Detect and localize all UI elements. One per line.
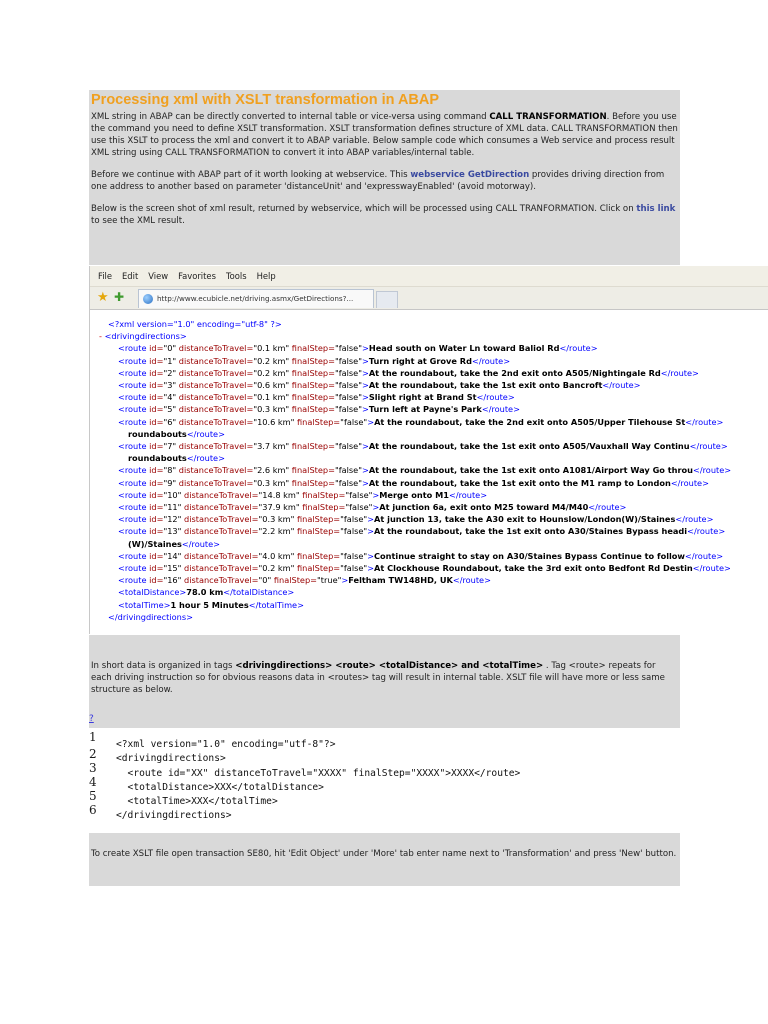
intro-section <box>89 90 680 265</box>
xml-route-line: <route id="10" distanceToTravel="14.8 km" finalStep="false">Merge onto M1</route> <box>118 489 488 500</box>
xml-result-screenshot <box>89 266 768 634</box>
summary-tags: <drivingdirections> <route> <totalDistance> and <totalTime> <box>235 661 544 671</box>
xml-route-line: <route id="3" distanceToTravel="0.6 km" finalStep="false">At the roundabout, take the 1st exit onto Bancroft</route> <box>118 380 641 391</box>
xml-route-line: <route id="7" distanceToTravel="3.7 km" finalStep="false">At the roundabout, take the 1st exit onto A505/Vauxhall Way Continu</route> <box>118 441 728 452</box>
xml-root-open: - <drivingdirections> <box>99 331 187 342</box>
line-number: 5 <box>89 789 97 803</box>
call-transformation-keyword: CALL TRANSFORMATION <box>489 112 607 122</box>
xml-declaration: <?xml version="1.0" encoding="utf-8" ?> <box>108 319 282 329</box>
browser-tab <box>138 289 374 308</box>
ie-page-icon <box>143 294 153 304</box>
menu-item-favorites: Favorites <box>178 271 216 281</box>
line-number: 3 <box>89 761 97 775</box>
intro-paragraph-3: Below is the screen shot of xml result, returned by webservice, which will be processed using CALL TRANFORMATION. Click on this link to see the XML result. <box>91 204 676 226</box>
xml-route-line: <route id="16" distanceToTravel="0" finalStep="true">Feltham TW148HD, UK</route> <box>118 575 491 586</box>
xml-route-line: <route id="14" distanceToTravel="4.0 km" finalStep="false">Continue straight to stay on A30/Staines Bypass Continue to follow</route> <box>118 550 724 561</box>
xml-route-continuation: roundabouts</route> <box>128 453 225 464</box>
menu-item-tools: Tools <box>225 271 247 281</box>
line-number: 2 <box>89 747 97 761</box>
xml-result-link[interactable]: this link <box>636 204 676 214</box>
code-line: <totalDistance>XXX</totalDistance> <box>116 781 324 793</box>
xml-route-line: <route id="11" distanceToTravel="37.9 km" finalStep="false">At junction 6a, exit onto M25 toward M4/M40</route> <box>118 502 627 513</box>
intro-paragraph-1: XML string in ABAP can be directly converted to internal table or vice-versa using command CALL TRANSFORMATION. Before you use the command you need to define XSLT transformation. XSLT transformation defines structure of XML data. CALL TRANSFORMATION then use this XSLT to process the xml and convert it to ABAP variable. Below sample code which consumes a Web service and process result XML string using CALL TRANSFORMATION to convert it into ABAP variables/internal table. <box>91 112 678 158</box>
intro-paragraph-2: Before we continue with ABAP part of it worth looking at webservice. This webservice GetDirection provides driving direction from one address to another based on parameter 'distanceUnit' and 'expresswayEnabled' (avoid motorway). <box>91 170 665 192</box>
xml-total-time: <totalTime>1 hour 5 Minutes</totalTime> <box>118 599 304 610</box>
xml-route-line: <route id="2" distanceToTravel="0.2 km" finalStep="false">At the roundabout, take the 2nd exit onto A505/Nightingale Rd</route> <box>118 367 699 378</box>
code-line: </drivingdirections> <box>116 810 232 822</box>
xml-document <box>90 310 768 623</box>
add-favorite-icon: ✚ <box>114 290 125 304</box>
xml-route-line: <route id="6" distanceToTravel="10.6 km" finalStep="false">At the roundabout, take the 2nd exit onto A505/Upper Tilehouse St</route> <box>118 416 724 427</box>
webservice-link[interactable]: webservice GetDirection <box>410 170 530 180</box>
code-line: <?xml version="1.0" encoding="utf-8"?> <box>116 739 336 750</box>
favorites-star-icon: ★ <box>97 290 109 305</box>
menu-item-view: View <box>148 271 169 281</box>
xml-route-line: <route id="8" distanceToTravel="2.6 km" finalStep="false">At the roundabout, take the 1st exit onto A1081/Airport Way Go throu</route> <box>118 465 732 476</box>
xml-route-continuation: (W)/Staines</route> <box>128 538 221 549</box>
summary-paragraph: In short data is organized in tags <drivingdirections> <route> <totalDistance> and <totalTime> . Tag <route> repeats for each driving instruction so for obvious reasons data in <routes> tag will result in internal table. XSLT file will have more or less same structure as below. <box>91 661 665 695</box>
xml-route-line: <route id="13" distanceToTravel="2.2 km" finalStep="false">At the roundabout, take the 1st exit onto A30/Staines Bypass headi</route> <box>118 526 726 537</box>
xml-total-distance: <totalDistance>78.0 km</totalDistance> <box>118 587 295 598</box>
new-tab-button <box>376 291 398 308</box>
code-lines <box>116 738 676 824</box>
menu-item-edit: Edit <box>122 271 139 281</box>
xml-route-line: <route id="15" distanceToTravel="0.2 km" finalStep="false">At Clockhouse Roundabout, take the 3rd exit onto Bedfont Rd Destin</route> <box>118 563 731 574</box>
browser-menubar <box>90 266 768 287</box>
article-title: Processing xml with XSLT transformation in ABAP <box>91 92 440 108</box>
xslt-code-block <box>89 730 680 830</box>
xml-route-line: <route id="5" distanceToTravel="0.3 km" finalStep="false">Turn left at Payne's Park</route> <box>118 404 520 415</box>
outro-paragraph: To create XSLT file open transaction SE80, hit 'Edit Object' under 'More' tab enter name next to 'Transformation' and press 'New' button. <box>91 849 677 859</box>
outro-section <box>89 833 680 886</box>
line-number: 4 <box>89 775 97 789</box>
view-source-toggle[interactable]: ? <box>89 714 94 724</box>
xml-route-line: <route id="4" distanceToTravel="0.1 km" finalStep="false">Slight right at Brand St</route> <box>118 392 515 403</box>
line-number: 1 <box>89 730 97 744</box>
code-line: <route id="XX" distanceToTravel="XXXX" finalStep="XXXX">XXXX</route> <box>116 767 521 779</box>
code-line: <drivingdirections> <box>116 753 226 765</box>
xml-route-line: <route id="1" distanceToTravel="0.2 km" finalStep="false">Turn right at Grove Rd</route> <box>118 355 511 366</box>
menu-item-help: Help <box>256 271 276 281</box>
code-line: <totalTime>XXX</totalTime> <box>116 796 278 808</box>
xml-route-line: <route id="0" distanceToTravel="0.1 km" finalStep="false">Head south on Water Ln toward Baliol Rd</route> <box>118 343 598 354</box>
line-number-gutter <box>89 730 109 817</box>
xml-route-line: <route id="9" distanceToTravel="0.3 km" finalStep="false">At the roundabout, take the 1st exit onto the M1 ramp to London</route> <box>118 477 709 488</box>
summary-section <box>89 635 680 728</box>
browser-tabbar <box>90 287 768 310</box>
xml-root-close: </drivingdirections> <box>108 611 193 622</box>
line-number: 6 <box>89 803 97 817</box>
xml-route-line: <route id="12" distanceToTravel="0.3 km" finalStep="false">At junction 13, take the A30 exit to Hounslow/London(W)/Staines</route> <box>118 514 714 525</box>
browser-tab-url: http://www.ecubicle.net/driving.asmx/GetDirections?... <box>157 294 354 303</box>
xml-route-continuation: roundabouts</route> <box>128 428 225 439</box>
menu-item-file: File <box>98 271 113 281</box>
